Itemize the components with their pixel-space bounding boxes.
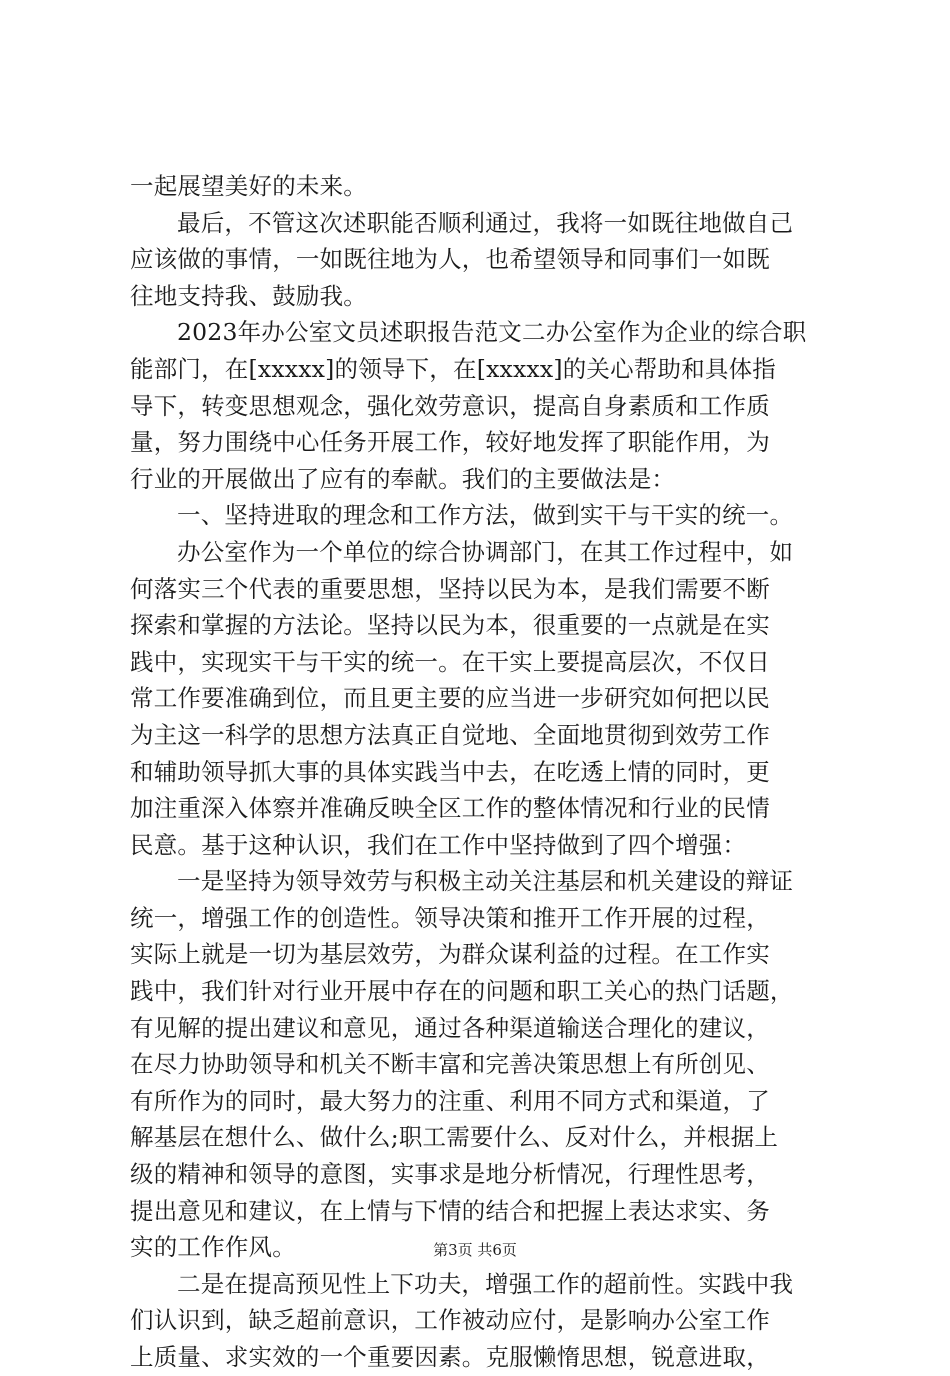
text-line: 导下，转变思想观念，强化效劳意识，提高自身素质和工作质 xyxy=(130,391,770,420)
text-line: 最后，不管这次述职能否顺利通过，我将一如既往地做自己 xyxy=(177,208,794,237)
text-line: 何落实三个代表的重要思想，坚持以民为本，是我们需要不断 xyxy=(130,574,770,603)
text-line: 二是在提高预见性上下功夫，增强工作的超前性。实践中我 xyxy=(177,1269,794,1298)
text-line: 级的精神和领导的意图，实事求是地分析情况，行理性思考， xyxy=(130,1160,770,1189)
text-line: 践中，我们针对行业开展中存在的问题和职工关心的热门话题， xyxy=(130,977,794,1006)
text-line: 上质量、求实效的一个重要因素。克服懒惰思想，锐意进取， xyxy=(130,1343,770,1371)
text-line: 探索和掌握的方法论。坚持以民为本，很重要的一点就是在实 xyxy=(130,611,770,640)
text-line: 2023年办公室文员述职报告范文二办公室作为企业的综合职 xyxy=(177,318,807,347)
text-line: 解基层在想什么、做什么;职工需要什么、反对什么，并根据上 xyxy=(130,1123,779,1152)
text-line: 量，努力围绕中心任务开展工作，较好地发挥了职能作用，为 xyxy=(130,428,770,457)
text-line: 提出意见和建议，在上情与下情的结合和把握上表达求实、务 xyxy=(130,1196,770,1225)
text-line: 有见解的提出建议和意见，通过各种渠道输送合理化的建议， xyxy=(130,1013,770,1042)
text-line: 实际上就是一切为基层效劳，为群众谋利益的过程。在工作实 xyxy=(130,940,770,969)
text-line: 民意。基于这种认识，我们在工作中坚持做到了四个增强： xyxy=(130,830,747,859)
text-line: 实的工作作风。 xyxy=(130,1233,296,1262)
text-line: 一是坚持为领导效劳与积极主动关注基层和机关建设的辩证 xyxy=(177,867,794,896)
text-line: 往地支持我、鼓励我。 xyxy=(130,281,367,310)
text-line: 办公室作为一个单位的综合协调部门，在其工作过程中，如 xyxy=(177,537,794,566)
text-line: 统一，增强工作的创造性。领导决策和推开工作开展的过程， xyxy=(130,903,770,932)
text-line: 们认识到，缺乏超前意识，工作被动应付，是影响办公室工作 xyxy=(130,1306,770,1335)
page-footer xyxy=(0,1240,950,1260)
document-body xyxy=(130,168,835,1376)
text-line: 有所作为的同时，最大努力的注重、利用不同方式和渠道，了 xyxy=(130,1086,770,1115)
text-line: 行业的开展做出了应有的奉献。我们的主要做法是： xyxy=(130,464,676,493)
text-line: 应该做的事情，一如既往地为人，也希望领导和同事们一如既 xyxy=(130,245,770,274)
text-line: 一、坚持进取的理念和工作方法，做到实干与干实的统一。 xyxy=(177,501,794,530)
text-line: 践中，实现实干与干实的统一。在干实上要提高层次，不仅日 xyxy=(130,647,770,676)
text-line: 和辅助领导抓大事的具体实践当中去，在吃透上情的同时，更 xyxy=(130,757,770,786)
text-line: 常工作要准确到位，而且更主要的应当进一步研究如何把以民 xyxy=(130,684,770,713)
text-line: 一起展望美好的未来。 xyxy=(130,172,367,200)
text-line: 为主这一科学的思想方法真正自觉地、全面地贯彻到效劳工作 xyxy=(130,720,770,749)
page-number: 第3页 共6页 xyxy=(433,1241,517,1259)
text-line: 在尽力协助领导和机关不断丰富和完善决策思想上有所创见、 xyxy=(130,1050,770,1079)
text-line: 能部门，在[xxxxx]的领导下，在[xxxxx]的关心帮助和具体指 xyxy=(130,354,777,383)
text-line: 加注重深入体察并准确反映全区工作的整体情况和行业的民情 xyxy=(130,794,770,823)
